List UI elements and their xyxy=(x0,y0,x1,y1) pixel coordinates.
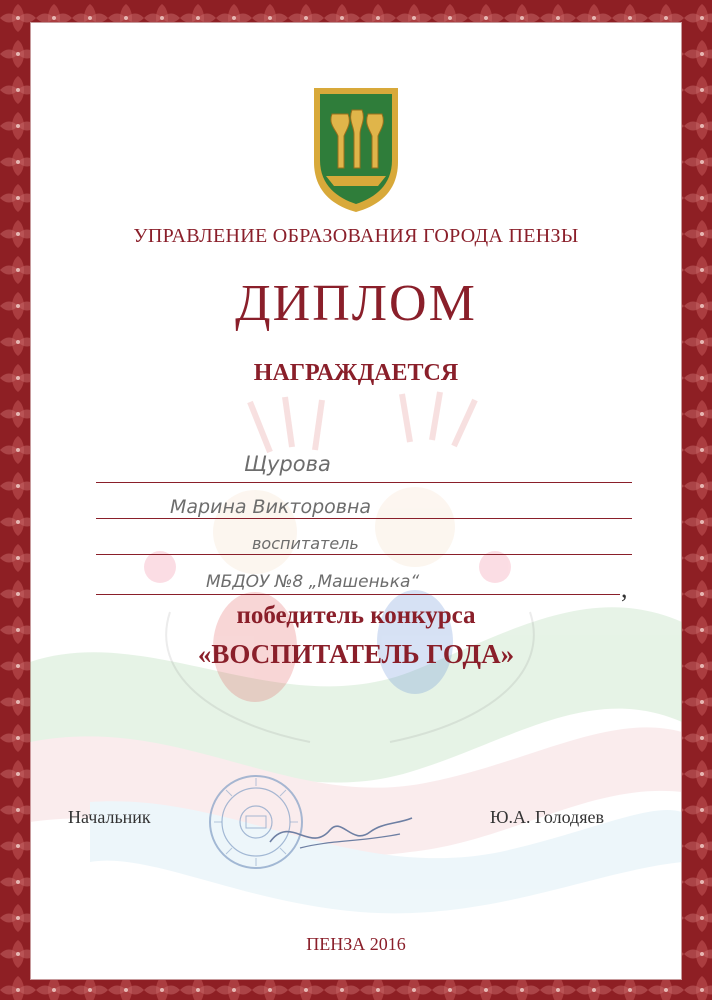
diploma-sheet xyxy=(30,22,682,980)
signatory-role: Начальник xyxy=(68,807,151,827)
fill-line-position xyxy=(96,554,632,555)
winner-line: победитель конкурса xyxy=(236,602,476,629)
fill-line-surname xyxy=(96,482,632,483)
recipient-position: воспитатель xyxy=(252,534,359,553)
recipient-given-names: Марина Викторовна xyxy=(170,496,372,518)
recipient-surname: Щурова xyxy=(244,452,331,476)
awarded-label: НАГРАЖДАЕТСЯ xyxy=(253,360,459,386)
diploma-title: ДИПЛОМ xyxy=(235,275,477,332)
recipient-institution: МБДОУ №8 „Машенька“ xyxy=(206,572,420,592)
city-year: ПЕНЗА 2016 xyxy=(306,934,406,954)
fill-line-institution xyxy=(96,594,620,595)
fill-line-given-names xyxy=(96,518,632,519)
handwritten-signature xyxy=(260,794,420,864)
coat-of-arms-emblem xyxy=(308,84,404,214)
contest-name: «ВОСПИТАТЕЛЬ ГОДА» xyxy=(197,639,515,669)
institution-comma: , xyxy=(621,574,628,603)
signatory-name: Ю.А. Голодяев xyxy=(490,807,604,827)
organization-name: УПРАВЛЕНИЕ ОБРАЗОВАНИЯ ГОРОДА ПЕНЗЫ xyxy=(133,225,579,247)
